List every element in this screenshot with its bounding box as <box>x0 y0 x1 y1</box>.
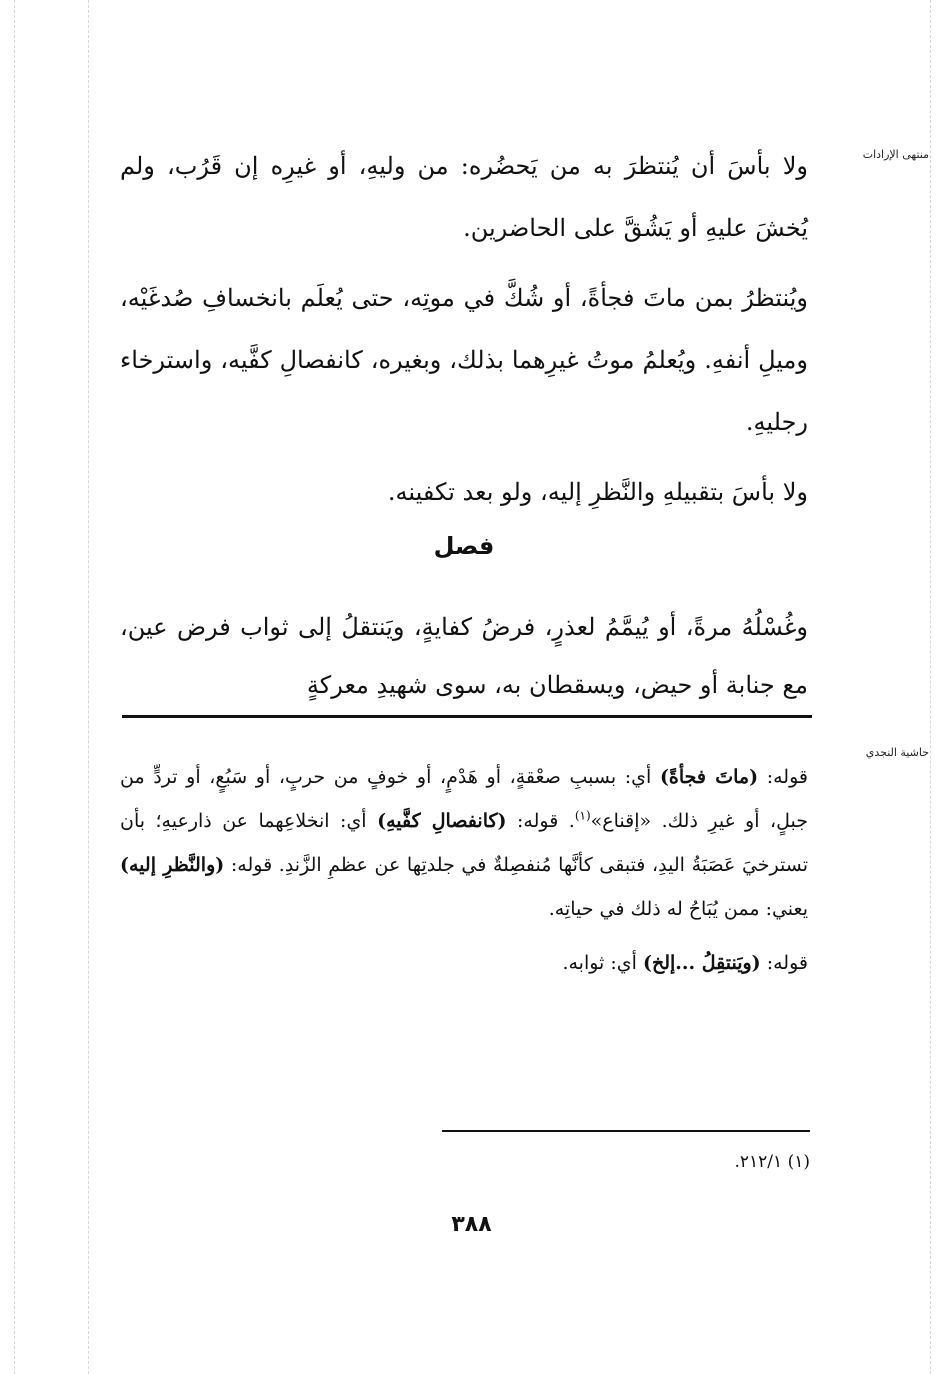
main-paragraph-3: ولا بأسَ بتقبيلهِ والنَّظرِ إليه، ولو بعد تكفينه. <box>387 478 808 506</box>
main-text <box>120 135 808 523</box>
note-1-keyword-3: (والنَّظرِ إليه) <box>120 854 225 876</box>
side-label-main-text: منتهى الإرادات <box>862 148 929 161</box>
page-number: ٣٨٨ <box>451 1212 492 1237</box>
main-paragraph-2: ويُنتظرُ بمن ماتَ فجأةً، أو شُكَّ في موتِه، حتى يُعلَم بانخسافِ صُدغَيْه، وميلِ أنفهِ. ويُعلمُ موتُ غيرِهما بذلك، وبغيره، كانفصالِ كفَّيه، واسترخاء رجليهِ. <box>120 284 808 436</box>
note-1 <box>120 755 808 931</box>
note-1-text-end: يعني: ممن يُبَاحُ له ذلك في حياتِه. <box>548 898 808 920</box>
main-paragraph-1: ولا بأسَ أن يُنتظرَ به من يَحضُره: من وليهِ، أو غيرِه إن قَرُب، ولم يُخشَ عليهِ أو يَشُقَّ على الحاضرين. <box>120 152 808 242</box>
section-text <box>120 598 808 714</box>
note-2 <box>120 941 808 985</box>
section-paragraph: وغُسْلُهُ مرةً، أو يُيمَّمُ لعذرٍ، فرضُ كفايةٍ، ويَنتقلُ إلى ثواب فرض عين، مع جنابة أو حيض، ويسقطان به، سوى شهيدِ معركةٍ <box>120 613 808 699</box>
note-2-text-end: أي: ثوابه. <box>562 952 643 974</box>
footnote-divider <box>442 1130 810 1132</box>
note-1-keyword-1: (ماتَ فجأةً) <box>659 766 759 788</box>
main-text-divider <box>122 715 812 718</box>
note-2-keyword: (ويَنتقِلُ ...إلخ) <box>642 952 761 974</box>
note-1-text-1: أي: بسببِ صعْقةٍ، أو هَدْمٍ، أو خوفٍ من حربٍ، أو سَبُعٍ، أو تردٍّ من جبلٍ، أو غيرِ ذلك. «إقناع» <box>120 766 808 832</box>
note-1-text-2: . قوله: <box>506 810 575 832</box>
note-2-prefix: قوله: <box>760 952 808 974</box>
note-1-keyword-2: (كانفصالِ كفَّيهِ) <box>377 810 507 832</box>
section-heading: فصل <box>433 532 495 560</box>
side-label-notes: حاشية النجدي <box>865 746 929 759</box>
margin-guide-left <box>14 0 15 1374</box>
footnote: (١) ٢١٢/١. <box>734 1152 810 1172</box>
note-1-prefix: قوله: <box>758 766 808 788</box>
note-1-text-3: أي: انخلاعِهما عن ذارعيهِ؛ بأن تسترخيَ عَصَبَةُ اليدِ، فتبقى كأنَّها مُنفصِلةٌ في جلدتِها عن عظمِ الزَّندِ. قوله: <box>120 810 808 876</box>
footnote-marker: (١) <box>574 808 591 823</box>
margin-guide-left-inner <box>88 0 89 1374</box>
margin-guide-right <box>930 0 931 1374</box>
commentary-notes <box>120 755 808 985</box>
